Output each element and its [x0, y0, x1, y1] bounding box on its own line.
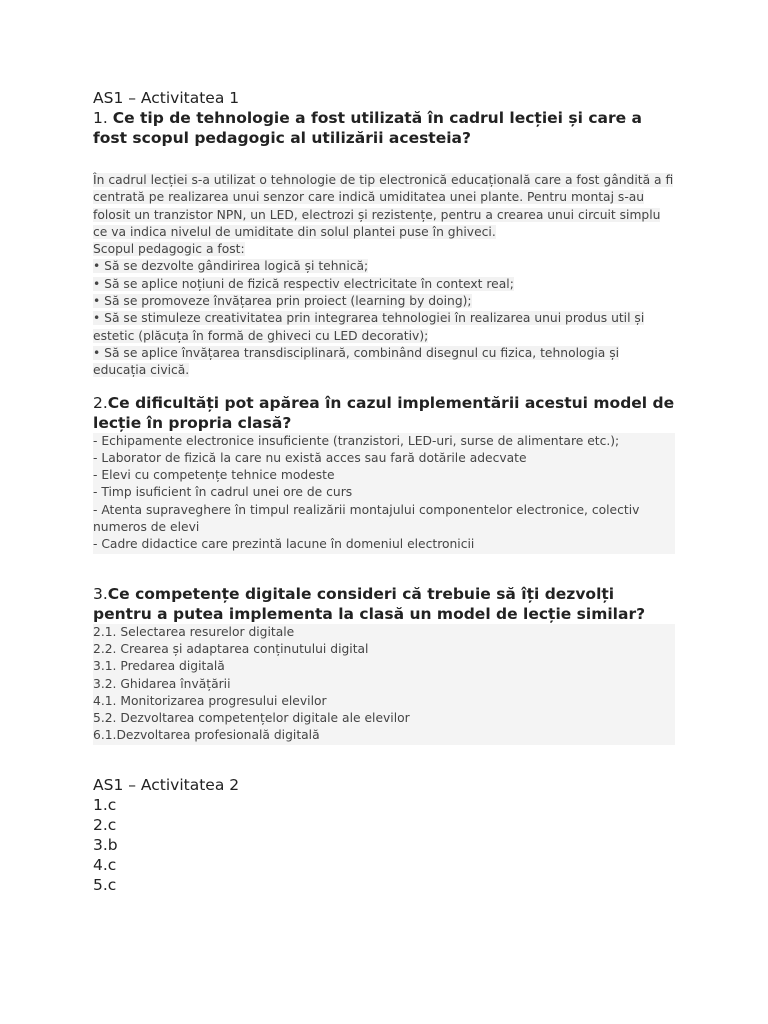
answer-1-paragraph: În cadrul lecției s-a utilizat o tehnologie de tip electronică educațională care a fost gândită a fi centrată pe realizarea unui senzor care indică umiditatea unei plante. Pentru montaj s-au folosit un tranzistor NPN, un LED, electrozi și rezistențe, pentru a crearea unui circuit simplu ce va indica nivelul de umiditate din solul plantei puse în ghiveci.	[93, 173, 674, 239]
answer-3-line: 2.1. Selectarea resurelor digitale	[93, 624, 295, 639]
answer-1-line: • Să se dezvolte gândirirea logică și tehnică;	[93, 259, 369, 274]
answer-3-line: 3.1. Predarea digitală	[93, 659, 225, 674]
question-3-text: Ce competențe digitale consideri că trebuie să îți dezvolți pentru a putea implementa la clasă un model de lecție similar?	[93, 584, 646, 623]
answer-3-line: 5.2. Dezvoltarea competențelor digitale ale elevilor	[93, 711, 410, 726]
answer-2-line: - Timp isuficient în cadrul unei ore de curs	[93, 485, 353, 500]
question-1	[93, 108, 675, 148]
question-3	[93, 584, 675, 624]
activity2-answer: 3.b	[93, 835, 118, 854]
answer-2-line: - Elevi cu competențe tehnice modeste	[93, 468, 335, 483]
document-content	[93, 88, 675, 895]
activity2-answer: 1.c	[93, 795, 117, 814]
activity2-answers	[93, 795, 675, 895]
answer-1-line: • Să se aplice noțiuni de fizică respectiv electricitate în context real;	[93, 276, 514, 291]
answer-3-line: 4.1. Monitorizarea progresului elevilor	[93, 693, 327, 708]
answer-2-line: - Cadre didactice care prezintă lacune în domeniul electronicii	[93, 537, 475, 552]
question-2	[93, 393, 675, 433]
activity2-answer: 2.c	[93, 815, 117, 834]
answer-1-line: • Să se stimuleze creativitatea prin integrarea tehnologiei în realizarea unui produs util și estetic (plăcuța în formă de ghiveci cu LED decorativ);	[93, 311, 645, 343]
answer-2-line: - Laborator de fizică la care nu există acces sau fară dotările adecvate	[93, 450, 527, 465]
answer-1-line: • Să se promoveze învățarea prin proiect (learning by doing);	[93, 294, 472, 309]
answer-1-line: • Să se aplice învățarea transdisciplinară, combinând disegnul cu fizica, tehnologia și educația civică.	[93, 345, 620, 378]
answer-3-line: 2.2. Crearea și adaptarea conținutului digital	[93, 641, 369, 656]
question-2-text: Ce dificultăți pot apărea în cazul implementării acestui model de lecție în propria clasă?	[93, 393, 675, 432]
answer-1-line: Scopul pedagogic a fost:	[93, 242, 245, 257]
activity2-title: AS1 – Activitatea 2	[93, 775, 240, 794]
answer-1-block	[93, 172, 675, 380]
question-1-number: 1.	[93, 109, 113, 127]
activity1-title: AS1 – Activitatea 1	[93, 89, 240, 107]
question-1-text: Ce tip de tehnologie a fost utilizată în cadrul lecției și care a fost scopul pedagogic al utilizării acesteia?	[93, 109, 642, 147]
activity2-answer: 4.c	[93, 855, 117, 874]
activity2-answer: 5.c	[93, 875, 117, 894]
question-3-number: 3.	[93, 584, 108, 603]
question-2-number: 2.	[93, 393, 108, 412]
answer-3-block	[93, 624, 675, 745]
answer-2-line: - Echipamente electronice insuficiente (tranzistori, LED-uri, surse de alimentare etc.);	[93, 433, 620, 448]
answer-3-line: 6.1.Dezvoltarea profesională digitală	[93, 728, 320, 743]
answer-3-line: 3.2. Ghidarea învățării	[93, 676, 231, 691]
answer-2-block	[93, 433, 675, 554]
answer-2-line: - Atenta supraveghere în timpul realizării montajului componentelor electronice, colectiv numeros de elevi	[93, 502, 640, 535]
